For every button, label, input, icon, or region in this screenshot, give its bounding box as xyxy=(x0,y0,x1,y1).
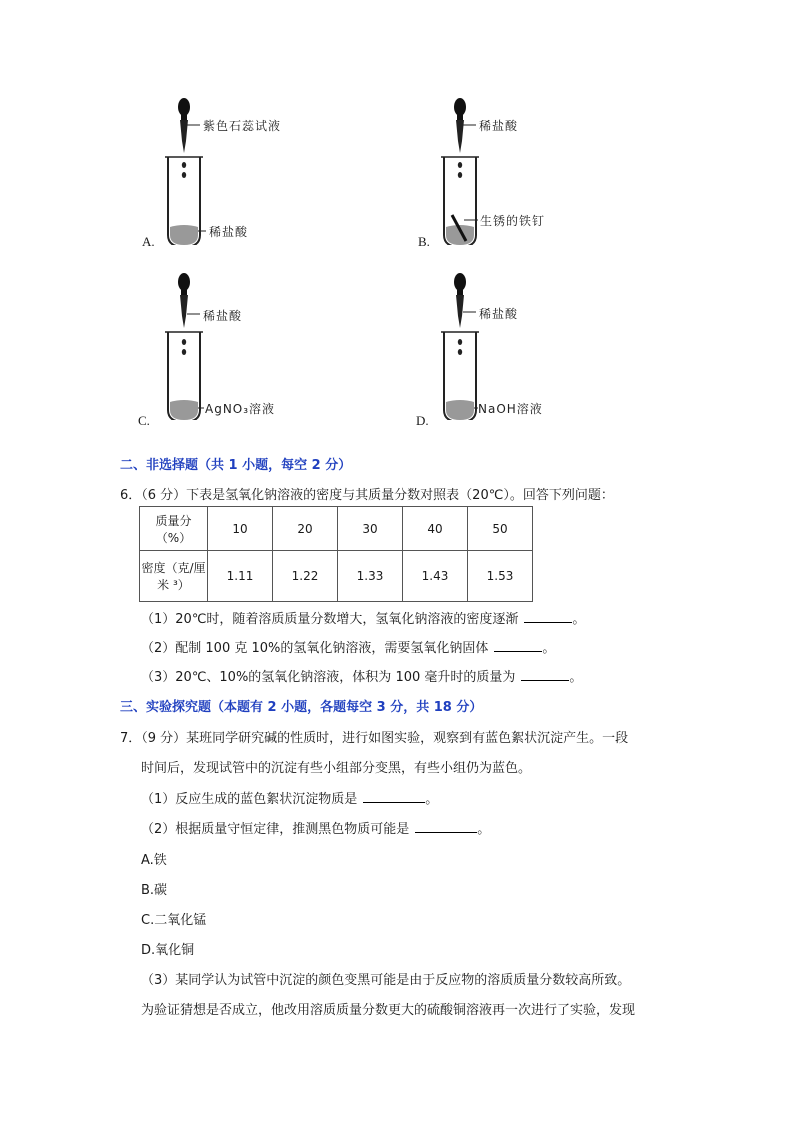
q6-stem: 6．（6 分）下表是氢氧化钠溶液的密度与其质量分数对照表（20℃）。回答下列问题： xyxy=(120,488,614,503)
option-letter-a: A. xyxy=(142,234,155,249)
q7-sub1-text: （1）反应生成的蓝色絮状沉淀物质是 xyxy=(141,792,358,807)
table-row xyxy=(140,551,533,602)
end-mark: 。 xyxy=(542,641,556,656)
dropper-label: 稀盐酸 xyxy=(203,309,243,323)
q7-sub2 xyxy=(141,818,490,837)
figure-b xyxy=(416,95,616,245)
test-tube-dropper-icon xyxy=(416,270,616,420)
q7-stem-line2: 时间后，发现试管中的沉淀有些小组部分变黑，有些小组仍为蓝色。 xyxy=(141,761,532,776)
q7-sub3-line1: （3）某同学认为试管中沉淀的颜色变黑可能是由于反应物的溶质质量分数较高所致。 xyxy=(141,973,631,988)
test-tube-dropper-icon xyxy=(140,270,340,420)
dropper-label: 稀盐酸 xyxy=(479,307,519,321)
section-3-heading: 三、实验探究题（本题有 2 小题，各题每空 3 分，共 18 分） xyxy=(120,700,483,715)
table-cell: 1.22 xyxy=(273,551,338,602)
answer-blank[interactable] xyxy=(494,639,542,652)
tube-label: NaOH溶液 xyxy=(478,402,543,416)
answer-blank[interactable] xyxy=(415,820,477,833)
table-cell: 1.11 xyxy=(208,551,273,602)
table-cell: 30 xyxy=(338,507,403,551)
q7-stem-line1: 7．（9 分）某班同学研究碱的性质时，进行如图实验，观察到有蓝色絮状沉淀产生。一段 xyxy=(120,731,629,746)
table-cell: 1.43 xyxy=(403,551,468,602)
table-cell: 1.53 xyxy=(468,551,533,602)
table-header-cell xyxy=(140,551,208,602)
q6-sub3 xyxy=(141,666,582,685)
table-cell: 50 xyxy=(468,507,533,551)
tube-label: 稀盐酸 xyxy=(209,225,249,239)
option-letter-d: D. xyxy=(416,413,429,428)
table-cell: 40 xyxy=(403,507,468,551)
answer-blank[interactable] xyxy=(363,790,425,803)
q7-option-c: C.二氧化锰 xyxy=(141,913,207,928)
answer-blank[interactable] xyxy=(524,610,572,623)
tube-label: AgNO₃溶液 xyxy=(205,402,276,416)
header-text: 米 ³） xyxy=(157,578,190,592)
header-text: （%） xyxy=(155,530,192,545)
tube-label: 生锈的铁钉 xyxy=(480,214,546,228)
table-header-cell xyxy=(140,507,208,551)
figure-c xyxy=(140,270,340,420)
figure-a xyxy=(140,95,340,245)
end-mark: 。 xyxy=(569,670,583,685)
q6-sub3-text: （3）20℃、10%的氢氧化钠溶液，体积为 100 毫升时的质量为 xyxy=(141,670,516,685)
end-mark: 。 xyxy=(477,822,491,837)
table-cell: 20 xyxy=(273,507,338,551)
option-letter-b: B. xyxy=(418,234,430,249)
q7-option-b: B.碳 xyxy=(141,883,168,898)
answer-blank[interactable] xyxy=(521,668,569,681)
q7-option-a: A.铁 xyxy=(141,853,167,868)
dropper-label: 紫色石蕊试液 xyxy=(203,119,282,133)
end-mark: 。 xyxy=(425,792,439,807)
end-mark: 。 xyxy=(572,612,586,627)
section-2-heading: 二、非选择题（共 1 小题，每空 2 分） xyxy=(120,458,352,473)
q7-option-d: D.氧化铜 xyxy=(141,943,195,958)
q7-sub3-line2: 为验证猜想是否成立，他改用溶质质量分数更大的硫酸铜溶液再一次进行了实验，发现 xyxy=(141,1003,636,1018)
option-letter-c: C. xyxy=(138,413,150,428)
q6-sub1-text: （1）20℃时，随着溶质质量分数增大，氢氧化钠溶液的密度逐渐 xyxy=(141,612,519,627)
header-text: 密度（克/厘 xyxy=(141,561,206,575)
table-cell: 10 xyxy=(208,507,273,551)
header-text: 质量分 xyxy=(155,513,192,528)
figure-d xyxy=(416,270,616,420)
q6-sub1 xyxy=(141,608,585,627)
q6-sub2-text: （2）配制 100 克 10%的氢氧化钠溶液，需要氢氧化钠固体 xyxy=(141,641,489,656)
q6-sub2 xyxy=(141,637,555,656)
q7-sub1 xyxy=(141,788,438,807)
table-row xyxy=(140,507,533,551)
dropper-label: 稀盐酸 xyxy=(479,119,519,133)
table-cell: 1.33 xyxy=(338,551,403,602)
density-table xyxy=(139,506,533,602)
q7-sub2-text: （2）根据质量守恒定律，推测黑色物质可能是 xyxy=(141,822,410,837)
